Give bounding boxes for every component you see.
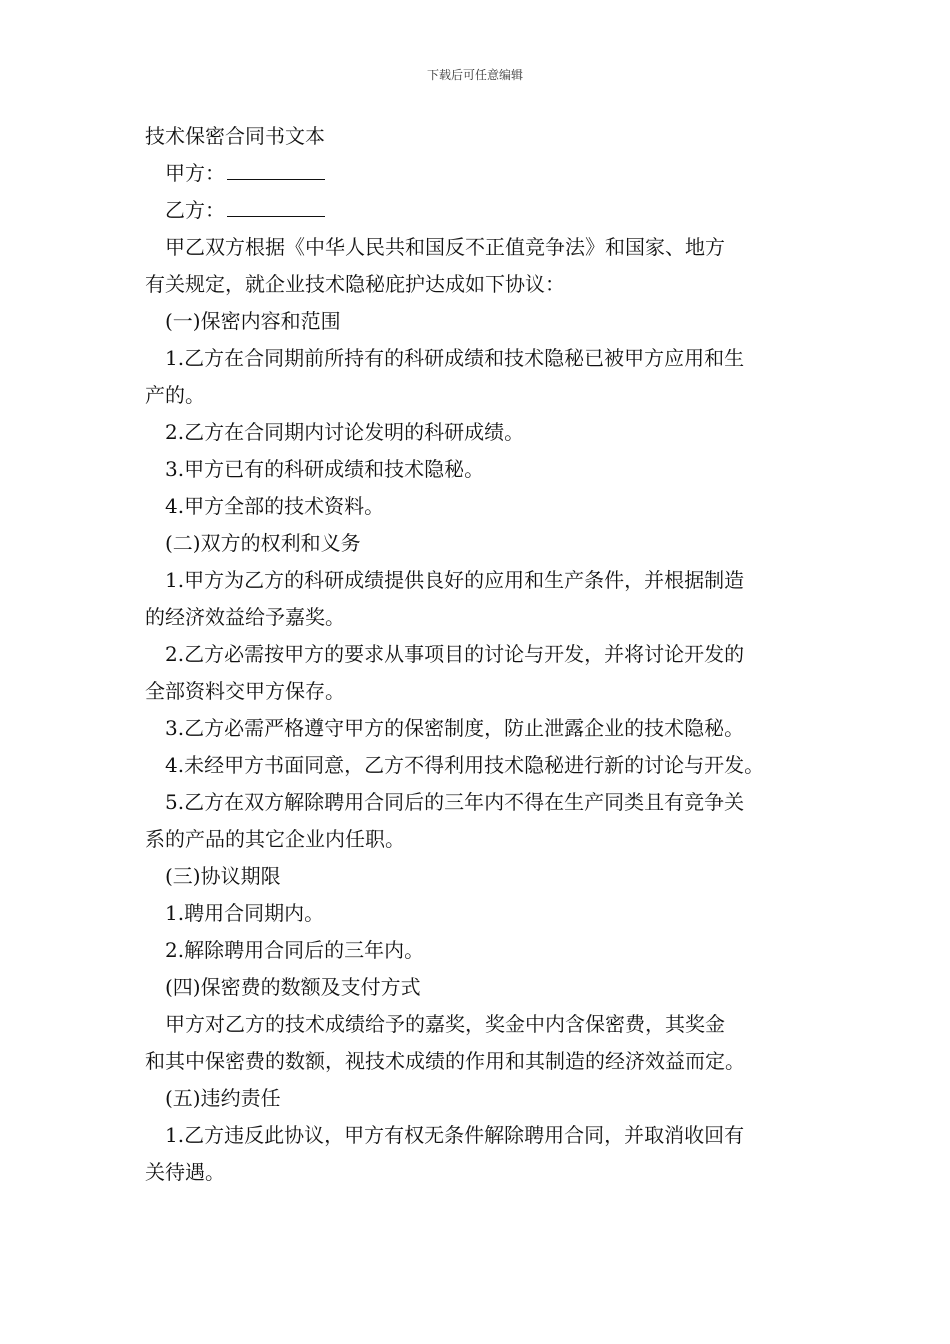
contract-line: 关待遇。 xyxy=(145,1160,225,1184)
contract-line: (一)保密内容和范围 xyxy=(165,309,341,333)
party-b-label: 乙方： xyxy=(165,198,225,222)
contract-line: 3.甲方已有的科研成绩和技术隐秘。 xyxy=(165,457,485,481)
contract-line: 产的。 xyxy=(145,383,205,407)
contract-line: 4.甲方全部的技术资料。 xyxy=(165,494,385,518)
contract-line: 2.解除聘用合同后的三年内。 xyxy=(165,938,425,962)
contract-line: 有关规定，就企业技术隐秘庇护达成如下协议： xyxy=(145,272,565,296)
contract-line: (二)双方的权利和义务 xyxy=(165,531,361,555)
party-b-blank xyxy=(227,194,325,217)
document-title: 技术保密合同书文本 xyxy=(145,124,325,148)
contract-line: 1.乙方违反此协议，甲方有权无条件解除聘用合同，并取消收回有 xyxy=(165,1123,745,1147)
contract-line: 5.乙方在双方解除聘用合同后的三年内不得在生产同类且有竞争关 xyxy=(165,790,745,814)
contract-document xyxy=(145,118,825,1191)
contract-body xyxy=(145,229,825,1191)
contract-line: (四)保密费的数额及支付方式 xyxy=(165,975,421,999)
contract-line: 3.乙方必需严格遵守甲方的保密制度，防止泄露企业的技术隐秘。 xyxy=(165,716,745,740)
party-a-label: 甲方： xyxy=(165,161,225,185)
party-b-row xyxy=(145,192,825,229)
contract-line: (五)违约责任 xyxy=(165,1086,281,1110)
contract-line: (三)协议期限 xyxy=(165,864,281,888)
contract-line: 2.乙方必需按甲方的要求从事项目的讨论与开发，并将讨论开发的 xyxy=(165,642,745,666)
contract-line: 4.未经甲方书面同意，乙方不得利用技术隐秘进行新的讨论与开发。 xyxy=(165,753,765,777)
contract-line: 甲乙双方根据《中华人民共和国反不正值竞争法》和国家、地方 xyxy=(165,235,725,259)
contract-line: 1.乙方在合同期前所持有的科研成绩和技术隐秘已被甲方应用和生 xyxy=(165,346,745,370)
contract-line: 全部资料交甲方保存。 xyxy=(145,679,345,703)
page-header-note: 下载后可任意编辑 xyxy=(426,68,523,82)
contract-line: 的经济效益给予嘉奖。 xyxy=(145,605,345,629)
contract-line: 和其中保密费的数额，视技术成绩的作用和其制造的经济效益而定。 xyxy=(145,1049,745,1073)
party-a-blank xyxy=(227,157,325,180)
contract-line: 1.聘用合同期内。 xyxy=(165,901,325,925)
contract-line: 2.乙方在合同期内讨论发明的科研成绩。 xyxy=(165,420,525,444)
contract-line: 甲方对乙方的技术成绩给予的嘉奖，奖金中内含保密费，其奖金 xyxy=(165,1012,725,1036)
contract-line: 系的产品的其它企业内任职。 xyxy=(145,827,405,851)
contract-line: 1.甲方为乙方的科研成绩提供良好的应用和生产条件，并根据制造 xyxy=(165,568,745,592)
party-a-row xyxy=(145,155,825,192)
